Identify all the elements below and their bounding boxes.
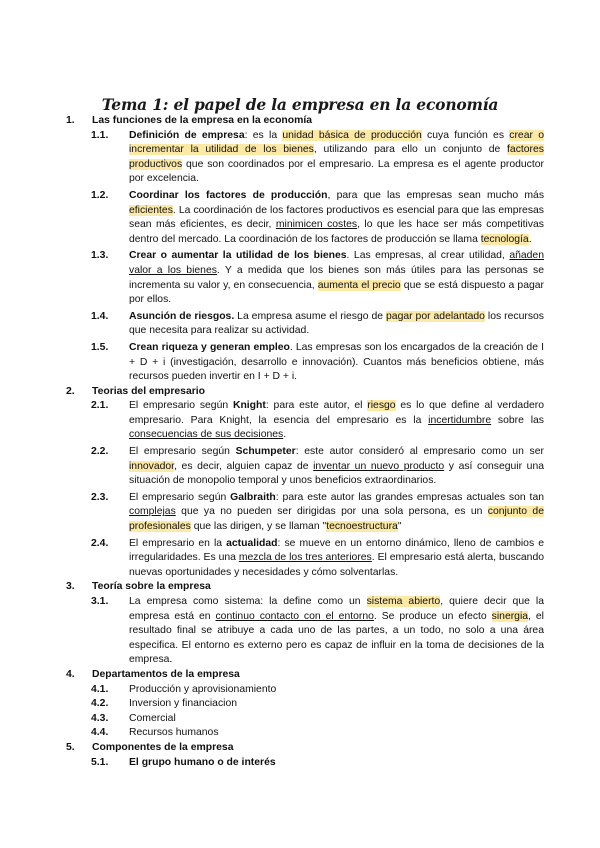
text-span: . Se produce un efecto (373, 610, 492, 622)
text-span: Schumpeter (235, 446, 296, 458)
item-number: 2.3. (91, 491, 109, 503)
text-span: es lo que define al verdadero empresario. Para Knight, la esencia del empresario es la (129, 400, 545, 426)
text-span: Definición de empresa (129, 129, 245, 141)
text-span: La empresa asume el riesgo de (234, 310, 387, 322)
text-span: La empresa como sistema: la define como un (129, 596, 367, 607)
list-item (66, 310, 544, 339)
text-span: . (528, 233, 532, 245)
highlighted-text: conjunto de profesionales (129, 506, 544, 533)
text-span: que las dirigen, y se llaman " (190, 521, 327, 533)
text-span: Crean riqueza y generan empleo (129, 341, 290, 353)
list-item (66, 712, 544, 727)
text-span: . (283, 429, 287, 441)
underlined-text: añaden valor a los bienes (129, 250, 544, 276)
section-heading: Departamentos de la empresa (92, 668, 240, 680)
highlighted-text: tecnoestructura (326, 521, 398, 533)
underlined-text: consecuencias de sus decisiones (129, 429, 284, 441)
item-text (129, 189, 544, 247)
underlined-text: complejas (129, 506, 176, 518)
text-span: " (397, 521, 402, 533)
text-span: . Y a medida que los bienes son más útiles para las personas se incrementa su valor y, en consecuencia, (129, 264, 544, 291)
item-number: 1.5. (91, 341, 109, 353)
item-text (129, 537, 544, 581)
item-text (129, 399, 544, 443)
item-number: 4.1. (91, 683, 109, 695)
text-span: , lo que les hace ser más competitivas dentro del mercado. La coordinación de los factores de producción se llama (129, 219, 545, 245)
highlighted-text: factores productivos (129, 144, 544, 170)
text-span: Asunción de riesgos. (129, 310, 235, 322)
text-span: . Las empresas, al crear utilidad, (346, 250, 510, 262)
text-span: cuya función es (421, 129, 510, 141)
text-span: : este autor consideró al empresario como un ser (295, 446, 544, 458)
list-item (66, 683, 544, 698)
item-number: 1.3. (91, 250, 109, 262)
underlined-text: continuo contacto con el entorno (215, 610, 374, 622)
text-span: Crear o aumentar la utilidad de los bienes (129, 250, 347, 262)
item-number: 4.2. (91, 698, 109, 710)
highlighted-text: riesgo (367, 400, 396, 412)
underlined-text: inventar un nuevo producto (313, 460, 445, 472)
item-number: 4.4. (91, 727, 109, 739)
text-span: los recursos que necesita para realizar su actividad. (129, 310, 544, 337)
list-item (66, 726, 544, 741)
highlighted-text: unidad básica de producción (282, 129, 422, 141)
section-heading: Teoría sobre la empresa (92, 581, 211, 593)
section-heading: Componentes de la empresa (92, 741, 234, 753)
list-item (66, 341, 544, 385)
section-number: 5. (66, 741, 75, 753)
text-span: que son coordinados por el empresario. La empresa es el agente productor por excelencia. (129, 158, 544, 185)
list-item (66, 189, 544, 247)
section-number: 1. (66, 115, 75, 126)
item-text (129, 726, 544, 741)
item-number: 1.4. (91, 310, 109, 322)
list-item (66, 537, 544, 581)
section-number: 2. (66, 385, 75, 397)
list-item (66, 129, 544, 187)
item-number: 4.3. (91, 712, 109, 724)
item-text (129, 310, 544, 339)
item-number: 5.1. (91, 756, 109, 768)
list-item (66, 249, 544, 307)
text-span: actualidad (226, 537, 278, 549)
list-item (66, 697, 544, 712)
highlighted-text: eficientes (129, 204, 173, 216)
text-span: , es decir, alguien capaz de (174, 460, 314, 472)
text-span: . Las empresas son los encargados de la creación de I + D + i (investigación, desarrollo e innovación). Cuantos más beneficios obtiene, más recursos pueden invertir en I + D + i. (129, 341, 544, 383)
text-span: Inversion y financiacion (129, 698, 238, 710)
list-item (66, 399, 544, 443)
item-number: 2.2. (91, 446, 109, 458)
text-span: , utilizando para ello un conjunto de (313, 144, 508, 156)
section-4 (66, 668, 544, 683)
text-span: Galbraith (230, 491, 276, 503)
section-heading: Teorias del empresario (92, 385, 205, 397)
text-span: . El empresario está alerta, buscando nuevas oportunidades y necesidades y cómo solventarlas. (129, 552, 545, 578)
document-body (66, 114, 544, 770)
highlighted-text: pagar por adelantado (386, 310, 485, 322)
underlined-text: minimicen costes (275, 219, 358, 231)
text-span: El empresario según (129, 400, 233, 412)
highlighted-text: sinergia (491, 610, 529, 622)
section-1 (66, 114, 544, 129)
underlined-text: mezcla de los tres anteriores (238, 552, 372, 564)
text-span: El empresario según (129, 491, 231, 503)
list-item (66, 445, 544, 489)
list-item (66, 595, 544, 668)
text-span: : es la (244, 129, 283, 141)
text-span: El empresario en la (129, 537, 227, 549)
highlighted-text: sistema abierto (366, 596, 441, 607)
item-text (129, 595, 544, 668)
highlighted-text: aumenta el precio (317, 279, 401, 291)
section-3 (66, 580, 544, 595)
text-span: : se mueve en un entorno dinámico, lleno de cambios e irregularidades. Es una (129, 537, 545, 564)
item-text (129, 697, 544, 712)
highlighted-text: tecnología (480, 233, 529, 245)
item-text (129, 683, 544, 698)
text-span: Coordinar los factores de producción (129, 189, 328, 201)
text-span: El empresario según (129, 446, 236, 458)
item-text (129, 129, 544, 187)
text-span: . La coordinación de los factores productivos es esencial para que las empresas sean más eficientes, es decir, (129, 204, 544, 231)
list-item (66, 756, 544, 771)
item-number: 2.4. (91, 537, 109, 549)
item-number: 3.1. (91, 596, 109, 607)
text-span: , el resultado final se atribuye a cada uno de las partes, a un todo, no solo a una área especifica. El entorno es externo pero es capaz de influir en la toma de decisiones de la empresa. (129, 610, 544, 666)
text-span: y así conseguir una situación de monopolio temporal y unos beneficios extraordinarios. (129, 460, 545, 487)
item-text (129, 249, 544, 307)
text-span: que ya no pueden ser dirigidas por una sola persona, es un (175, 506, 488, 518)
item-number: 1.1. (91, 129, 109, 141)
text-span: que se está dispuesto a pagar por ellos. (129, 279, 544, 306)
text-span: Comercial (129, 712, 176, 724)
item-text (129, 756, 544, 771)
section-heading: Las funciones de la empresa en la economía (92, 115, 313, 126)
item-text (129, 445, 544, 489)
section-number: 4. (66, 668, 75, 680)
highlighted-text: crear o incrementar la utilidad de los bienes (129, 129, 544, 156)
text-span: , quiere decir que la empresa está en (129, 596, 544, 622)
item-text (129, 341, 544, 385)
text-span: Knight (232, 400, 266, 412)
section-number: 3. (66, 581, 75, 593)
highlighted-text: innovador (129, 460, 175, 472)
text-span: Recursos humanos (129, 727, 219, 739)
text-span: , para que las empresas sean mucho más (327, 189, 545, 201)
text-span: : para este autor, el (265, 400, 368, 412)
item-text (129, 712, 544, 727)
item-number: 2.1. (91, 400, 109, 412)
text-span: sobre las (491, 414, 544, 426)
text-span: Producción y aprovisionamiento (129, 683, 277, 695)
list-item (66, 491, 544, 535)
section-2 (66, 385, 544, 400)
underlined-text: incertidumbre (428, 414, 492, 426)
item-text (129, 491, 544, 535)
page-title: Tema 1: el papel de la empresa en la economía (101, 95, 499, 114)
text-span: : para este autor las grandes empresas actuales son tan (275, 491, 545, 503)
text-span: El grupo humano o de interés (129, 756, 276, 768)
section-5 (66, 741, 544, 756)
item-number: 1.2. (91, 189, 109, 201)
